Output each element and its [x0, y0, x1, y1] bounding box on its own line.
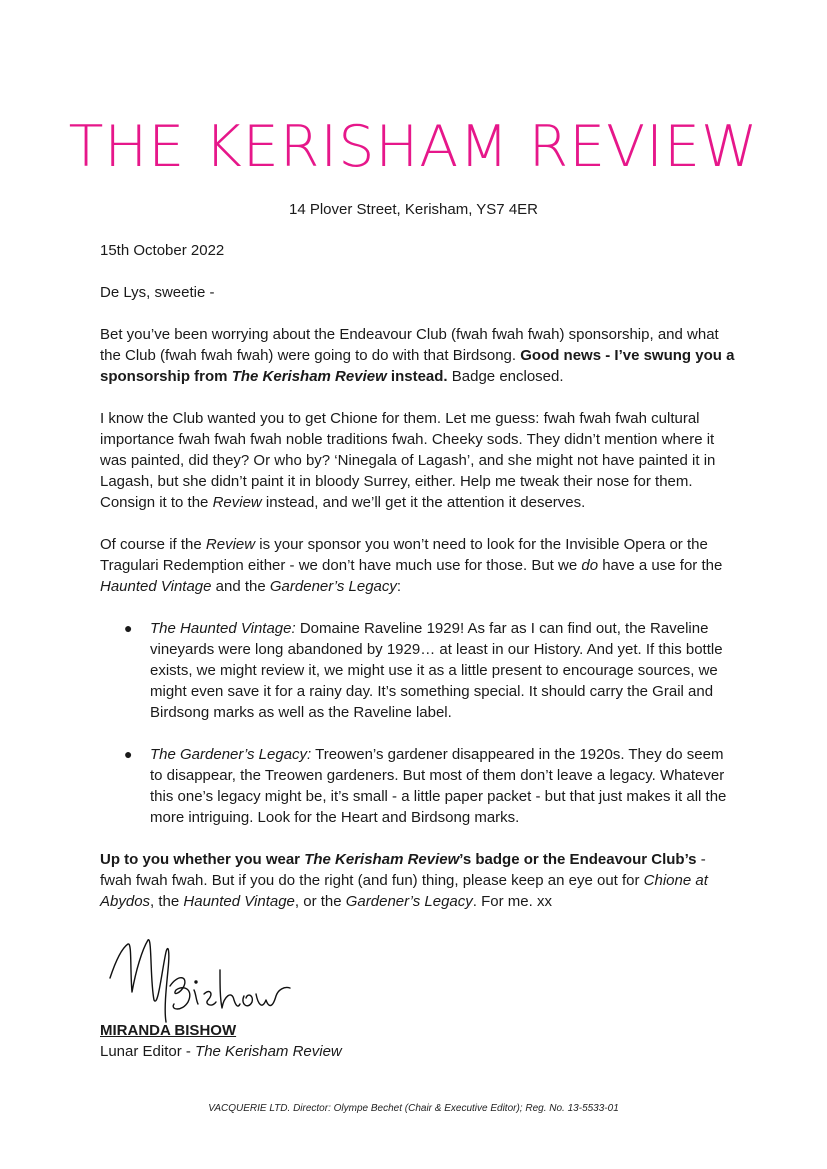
text-run: . For me. xx [472, 893, 552, 910]
bullet-title: The Gardener’s Legacy: [150, 746, 312, 763]
bullet-marker: ● [124, 620, 133, 636]
italic-run: The Kerisham Review [195, 1043, 342, 1060]
salutation: De Lys, sweetie - [100, 284, 215, 301]
bold-run [100, 851, 697, 868]
text-run: ’s badge or the Endeavour Club’s [459, 851, 697, 868]
letter-body [100, 240, 740, 933]
text-run: - fwah fwah fwah. But if you do the right (and fun) thing, please keep an eye out for [100, 851, 706, 889]
italic-run: Review [212, 494, 262, 511]
signature-block [100, 930, 400, 1070]
text-run: Lunar Editor - [100, 1043, 196, 1060]
text-run: instead. [386, 368, 448, 385]
text-run: Of course if the [100, 536, 206, 553]
paragraph-chione [100, 408, 740, 513]
text-run: is your sponsor you won’t need to look for the Invisible Opera or the Tragulari Redemption either - we don’t have much use for those. But we [100, 536, 708, 574]
text-run: Bet you’ve been worrying about the Endeavour Club (fwah fwah fwah) sponsorship, and what the Club (fwah fwah fwah) were going to do with that Birdsong. [100, 326, 719, 364]
list-item [124, 744, 740, 828]
text-run: , the [150, 893, 184, 910]
text-run: Good news - I’ve swung you a sponsorship from [100, 347, 735, 385]
text-run: : [396, 578, 402, 595]
bullet-title: The Haunted Vintage: [150, 620, 296, 637]
signatory-title [100, 1042, 342, 1062]
text-run: I know the Club wanted you to get Chione for them. Let me guess: fwah fwah fwah cultural importance fwah fwah fwah noble traditions fwah. Cheeky sods. They didn’t mention where it was painted, did they? Or who by? ‘Ninegala of Lagash’, and she might not have painted it in Lagash, but she didn’t paint it in bloody Surrey, either. Help me tweak their nose for them. Consign it to the [100, 410, 716, 511]
letter-date: 15th October 2022 [100, 242, 225, 259]
handwritten-signature [108, 930, 308, 1030]
italic-run: Haunted Vintage [183, 893, 295, 910]
italic-run: Gardener’s Legacy [269, 578, 397, 595]
italic-run: Review [205, 536, 256, 553]
address-line: 14 Plover Street, Kerisham, YS7 4ER [288, 201, 538, 218]
italic-run: do [581, 557, 599, 574]
bullet-marker: ● [124, 746, 133, 762]
italic-run: The Kerisham Review [304, 851, 460, 868]
text-run: instead, and we’ll get it the attention it deserves. [261, 494, 586, 511]
italic-run: Gardener’s Legacy [345, 893, 473, 910]
masthead-title: THE KERISHAM REVIEW [68, 114, 759, 180]
italic-run: Haunted Vintage [100, 578, 212, 595]
text-run: and the [211, 578, 270, 595]
paragraph-closing [100, 849, 740, 912]
text-run: have a use for the [598, 557, 723, 574]
list-item [124, 618, 740, 723]
text-run: Up to you whether you wear [100, 851, 305, 868]
text-run: Badge enclosed. [447, 368, 564, 385]
text-run: , or the [294, 893, 346, 910]
bullet-text: Domaine Raveline 1929! As far as I can find out, the Raveline vineyards were long abandoned by 1929… at least in our History. And yet. If this bottle exists, we might review it, we might use it as a little present to encourage sources, we might even save it for a rainy day. It’s something special. It should carry the Grail and Birdsong marks as well as the Raveline label. [150, 620, 723, 721]
company-footer: VACQUERIE LTD. Director: Olympe Bechet (Chair & Executive Editor); Reg. No. 13-5533-01 [208, 1103, 619, 1114]
italic-run: The Kerisham Review [231, 368, 387, 385]
signatory-name: MIRANDA BISHOW [100, 1022, 237, 1039]
paragraph-review-sponsor [100, 534, 740, 597]
paragraph-sponsorship [100, 324, 740, 387]
bullet-text: Treowen’s gardener disappeared in the 1920s. They do seem to disappear, the Treowen gardeners. But most of them don’t leave a legacy. Whatever this one’s legacy might be, it’s small - a little paper packet - but that just makes it all the more intriguing. Look for the Heart and Birdsong marks. [150, 746, 727, 826]
bullet-list [100, 618, 740, 828]
italic-run: Chione at Abydos [100, 872, 708, 910]
